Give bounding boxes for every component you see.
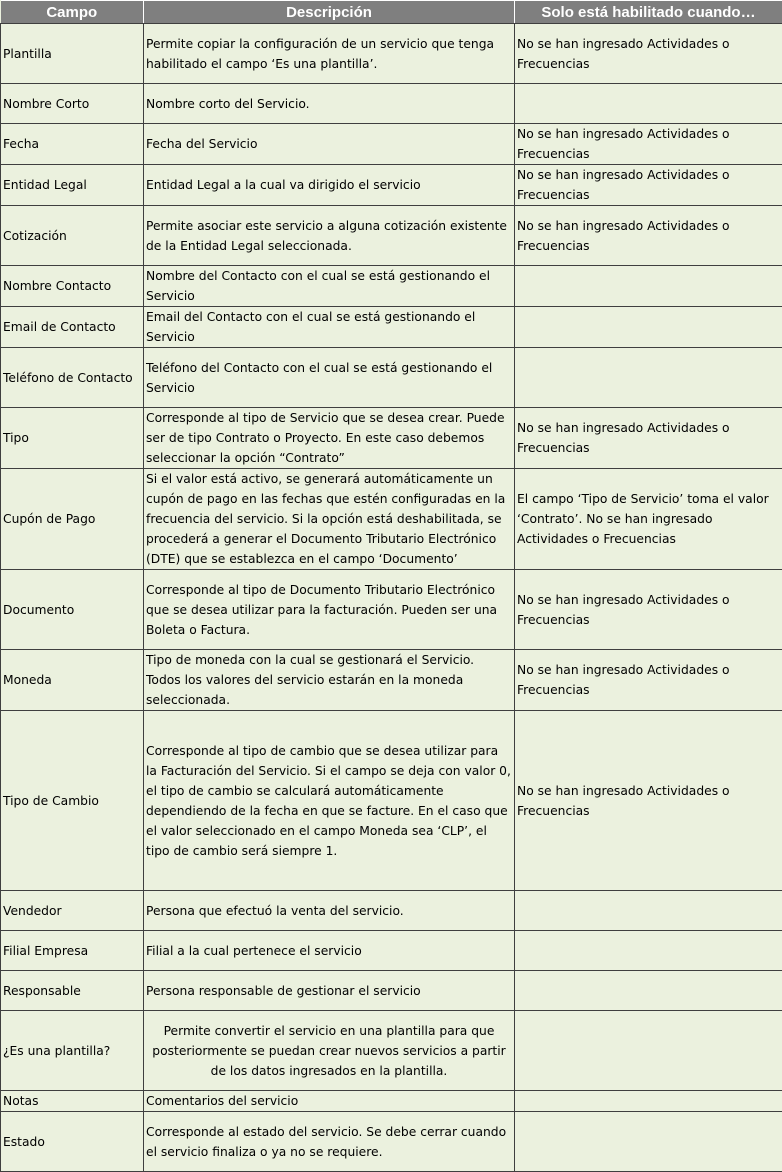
cell-campo: Filial Empresa xyxy=(1,931,144,971)
header-campo: Campo xyxy=(1,1,144,24)
cell-habilitado: No se han ingresado Actividades o Frecuencias xyxy=(515,711,782,891)
cell-descripcion: Permite convertir el servicio en una plantilla para que posteriormente se puedan crear nuevos servicios a partir de los datos ingresados en la plantilla. xyxy=(144,1011,515,1091)
cell-campo: Documento xyxy=(1,570,144,650)
cell-campo: Estado xyxy=(1,1112,144,1172)
cell-habilitado xyxy=(515,307,782,348)
table-row xyxy=(1,24,782,84)
table-row xyxy=(1,711,782,891)
cell-descripcion: Email del Contacto con el cual se está gestionando el Servicio xyxy=(144,307,515,348)
cell-campo: Email de Contacto xyxy=(1,307,144,348)
cell-descripcion: Corresponde al estado del servicio. Se debe cerrar cuando el servicio finaliza o ya no se requiere. xyxy=(144,1112,515,1172)
cell-campo: Tipo xyxy=(1,408,144,469)
cell-campo: Teléfono de Contacto xyxy=(1,348,144,408)
cell-habilitado xyxy=(515,931,782,971)
table-row xyxy=(1,348,782,408)
cell-habilitado xyxy=(515,266,782,307)
cell-habilitado: El campo ‘Tipo de Servicio’ toma el valor ‘Contrato’. No se han ingresado Actividades o Frecuencias xyxy=(515,469,782,570)
table-row xyxy=(1,650,782,711)
cell-descripcion: Permite copiar la configuración de un servicio que tenga habilitado el campo ‘Es una plantilla’. xyxy=(144,24,515,84)
cell-descripcion: Fecha del Servicio xyxy=(144,124,515,165)
cell-descripcion: Persona que efectuó la venta del servicio. xyxy=(144,891,515,931)
header-row xyxy=(1,1,782,24)
table-row xyxy=(1,165,782,206)
header-habilitado: Solo está habilitado cuando… xyxy=(515,1,782,24)
cell-campo: Nombre Corto xyxy=(1,84,144,124)
cell-habilitado xyxy=(515,1091,782,1112)
table-row xyxy=(1,307,782,348)
table-row xyxy=(1,206,782,266)
cell-campo: Cupón de Pago xyxy=(1,469,144,570)
table-row xyxy=(1,408,782,469)
cell-habilitado: No se han ingresado Actividades o Frecuencias xyxy=(515,408,782,469)
header-descripcion: Descripción xyxy=(144,1,515,24)
cell-campo: Tipo de Cambio xyxy=(1,711,144,891)
cell-descripcion: Entidad Legal a la cual va dirigido el servicio xyxy=(144,165,515,206)
cell-campo: Entidad Legal xyxy=(1,165,144,206)
table-row xyxy=(1,469,782,570)
cell-campo: Plantilla xyxy=(1,24,144,84)
cell-campo: Responsable xyxy=(1,971,144,1011)
table-row xyxy=(1,570,782,650)
cell-campo: Moneda xyxy=(1,650,144,711)
cell-descripcion: Corresponde al tipo de Servicio que se desea crear. Puede ser de tipo Contrato o Proyecto. En este caso debemos seleccionar la opción “Contrato” xyxy=(144,408,515,469)
cell-habilitado xyxy=(515,1011,782,1091)
table-row xyxy=(1,1011,782,1091)
cell-habilitado: No se han ingresado Actividades o Frecuencias xyxy=(515,165,782,206)
cell-descripcion: Persona responsable de gestionar el servicio xyxy=(144,971,515,1011)
cell-habilitado: No se han ingresado Actividades o Frecuencias xyxy=(515,650,782,711)
cell-habilitado: No se han ingresado Actividades o Frecuencias xyxy=(515,570,782,650)
cell-campo: Notas xyxy=(1,1091,144,1112)
cell-campo: Vendedor xyxy=(1,891,144,931)
table-row xyxy=(1,124,782,165)
cell-descripcion: Nombre corto del Servicio. xyxy=(144,84,515,124)
cell-campo: ¿Es una plantilla? xyxy=(1,1011,144,1091)
cell-descripcion: Si el valor está activo, se generará automáticamente un cupón de pago en las fechas que estén configuradas en la frecuencia del servicio. Si la opción está deshabilitada, se procederá a generar el Documento Tributario Electrónico (DTE) que se establezca en el campo ‘Documento’ xyxy=(144,469,515,570)
cell-habilitado xyxy=(515,84,782,124)
cell-campo: Cotización xyxy=(1,206,144,266)
table-row xyxy=(1,971,782,1011)
cell-descripcion: Tipo de moneda con la cual se gestionará el Servicio. Todos los valores del servicio estarán en la moneda seleccionada. xyxy=(144,650,515,711)
table-row xyxy=(1,266,782,307)
cell-descripcion: Corresponde al tipo de Documento Tributario Electrónico que se desea utilizar para la facturación. Pueden ser una Boleta o Factura. xyxy=(144,570,515,650)
cell-descripcion: Filial a la cual pertenece el servicio xyxy=(144,931,515,971)
table-row xyxy=(1,1091,782,1112)
cell-habilitado: No se han ingresado Actividades o Frecuencias xyxy=(515,124,782,165)
cell-campo: Nombre Contacto xyxy=(1,266,144,307)
table-row xyxy=(1,84,782,124)
cell-descripcion: Permite asociar este servicio a alguna cotización existente de la Entidad Legal seleccionada. xyxy=(144,206,515,266)
cell-descripcion: Corresponde al tipo de cambio que se desea utilizar para la Facturación del Servicio. Si el campo se deja con valor 0, el tipo de cambio se calculará automáticamente dependiendo de la fecha en que se facture. En el caso que el valor seleccionado en el campo Moneda sea ‘CLP’, el tipo de cambio será siempre 1. xyxy=(144,711,515,891)
cell-descripcion: Teléfono del Contacto con el cual se está gestionando el Servicio xyxy=(144,348,515,408)
cell-descripcion: Nombre del Contacto con el cual se está gestionando el Servicio xyxy=(144,266,515,307)
cell-habilitado: No se han ingresado Actividades o Frecuencias xyxy=(515,206,782,266)
cell-descripcion: Comentarios del servicio xyxy=(144,1091,515,1112)
cell-habilitado xyxy=(515,971,782,1011)
cell-habilitado xyxy=(515,891,782,931)
cell-habilitado: No se han ingresado Actividades o Frecuencias xyxy=(515,24,782,84)
cell-habilitado xyxy=(515,348,782,408)
cell-campo: Fecha xyxy=(1,124,144,165)
table-row xyxy=(1,931,782,971)
table-row xyxy=(1,891,782,931)
